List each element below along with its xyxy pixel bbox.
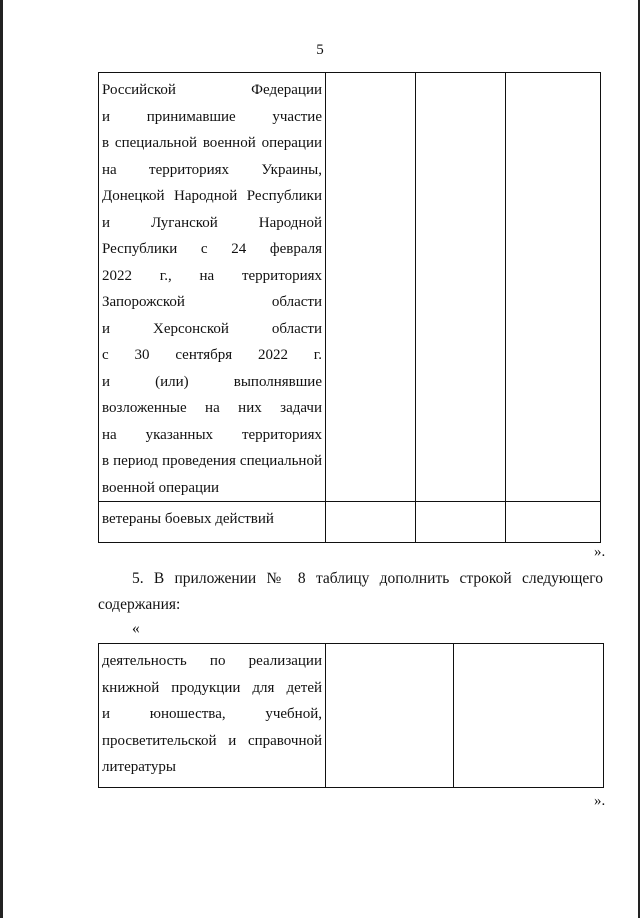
table-veterans (98, 72, 601, 543)
cell-line: книжной продукции для детей (102, 679, 322, 696)
cell-line: и (или) выполнявшие (102, 373, 322, 390)
cell-line: и Луганской Народной (102, 214, 322, 231)
cell-line: Запорожской области (102, 294, 322, 310)
table-cell-empty (416, 73, 506, 502)
table-cell-empty (416, 502, 506, 543)
cell-line: просветительской и справочной (102, 732, 322, 749)
cell-line: Донецкой Народной Республики (102, 188, 322, 204)
cell-line: 2022 г., на территориях (102, 267, 322, 284)
cell-line: с 30 сентября 2022 г. (102, 347, 322, 363)
cell-line: возложенные на них задачи (102, 400, 322, 416)
table-cell-empty (454, 644, 604, 788)
cell-text-block (99, 644, 325, 781)
table-cell-empty (506, 502, 601, 543)
table-cell-empty (326, 644, 454, 788)
table-cell-empty (506, 73, 601, 502)
cell-line: и Херсонской области (102, 320, 322, 337)
cell-text-block (99, 502, 325, 533)
table-cell-description (99, 644, 326, 788)
cell-line: на указанных территориях (102, 426, 322, 443)
cell-line: на территориях Украины, (102, 161, 322, 178)
cell-line: и принимавшие участие (102, 108, 322, 125)
cell-line: в период проведения специальной (102, 453, 322, 469)
cell-line: в специальной военной операции (102, 135, 322, 151)
cell-line: и юношества, учебной, (102, 706, 322, 722)
cell-line: деятельность по реализации (102, 653, 322, 669)
cell-line: ветераны боевых действий (102, 511, 274, 527)
table-cell-empty (326, 502, 416, 543)
cell-text-block (99, 73, 325, 501)
closing-quote: ». (594, 544, 606, 560)
cell-line: Российской Федерации (102, 82, 322, 98)
table-cell-empty (326, 73, 416, 502)
cell-line: литературы (102, 759, 176, 775)
paragraph-item-5: 5. В приложении № 8 таблицу дополнить строкой следующего содержания: (98, 570, 603, 613)
table-row (99, 644, 604, 788)
closing-quote: ». (594, 793, 606, 809)
page-left-edge (0, 0, 3, 918)
table-cell-description (99, 502, 326, 543)
table-cell-description (99, 73, 326, 502)
table-book-activity (98, 643, 604, 788)
opening-quote: « (132, 620, 140, 637)
cell-line: Республики с 24 февраля (102, 241, 322, 257)
table-row (99, 73, 601, 502)
cell-line: военной операции (102, 479, 220, 496)
table-row (99, 502, 601, 543)
page-number: 5 (316, 42, 324, 58)
